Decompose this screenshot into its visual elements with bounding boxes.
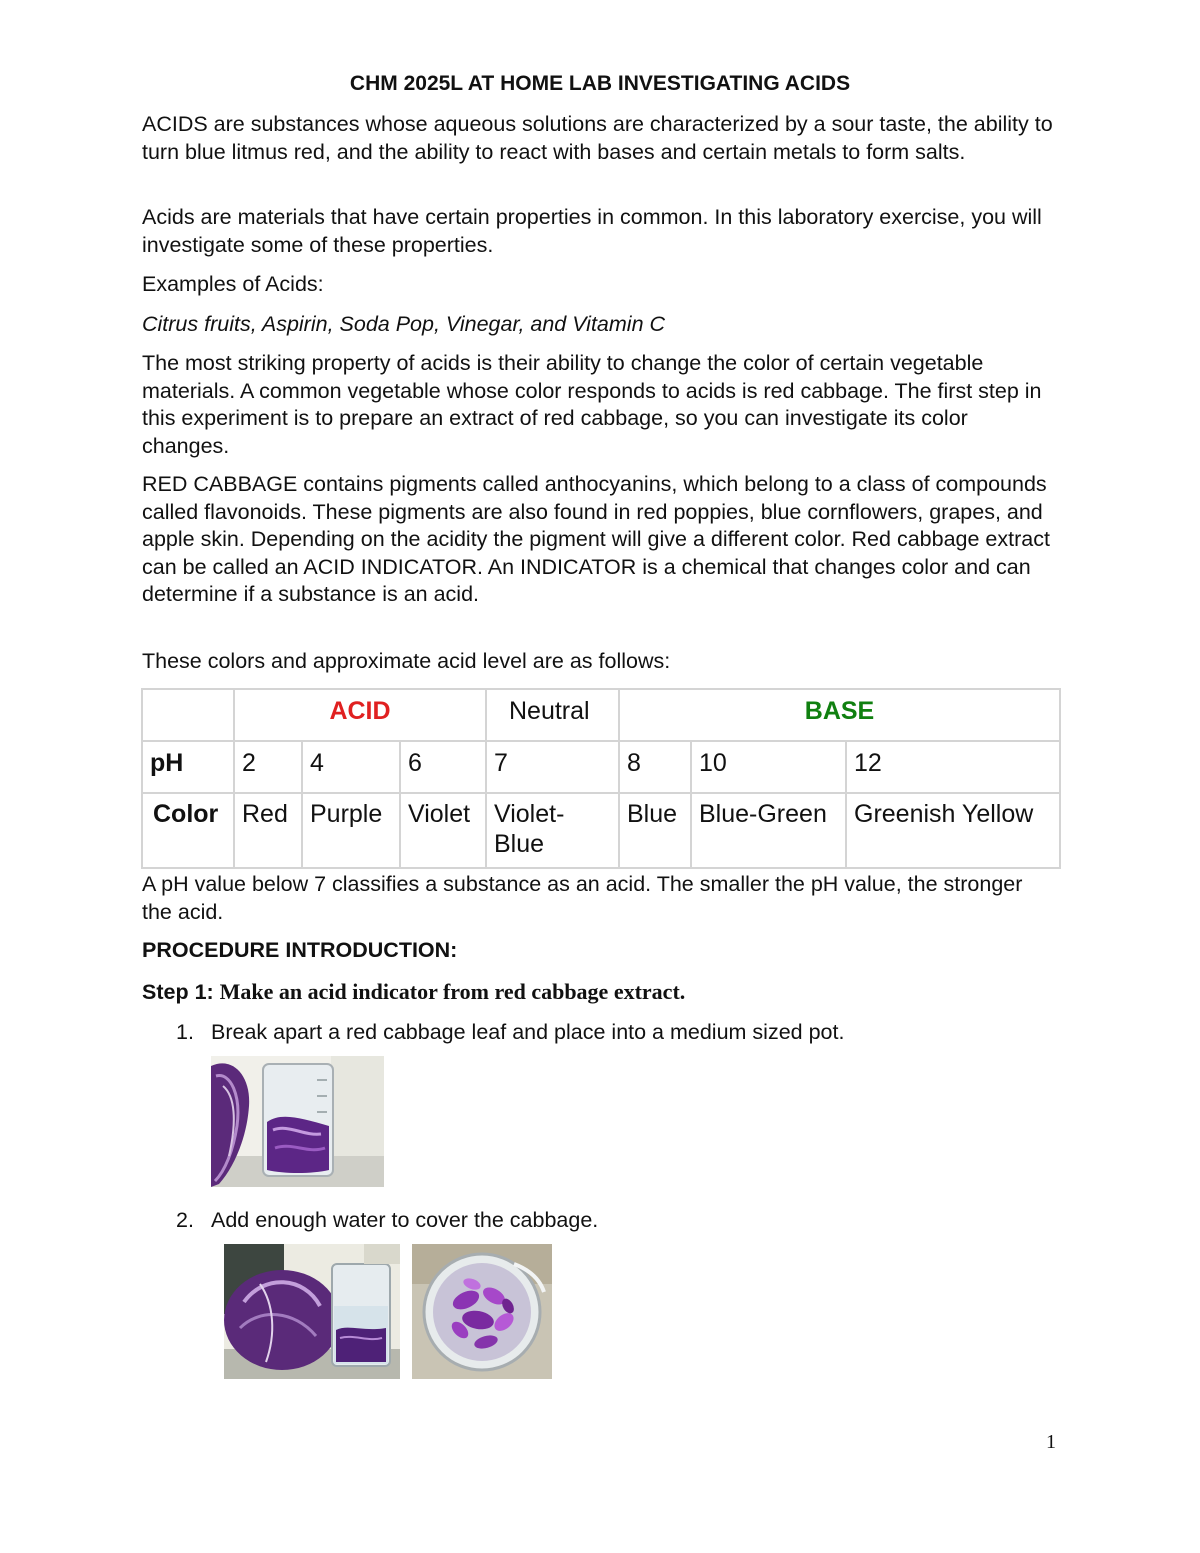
neutral-header: Neutral <box>486 689 619 741</box>
paragraph-table-intro: These colors and approximate acid level are as follows: <box>142 649 671 673</box>
paragraph-acids-properties: Acids are materials that have certain properties in common. In this laboratory exercise, you will investigate some of these properties. <box>142 205 1042 257</box>
ph-value-cell: 6 <box>400 741 486 793</box>
document-title: CHM 2025L AT HOME LAB INVESTIGATING ACIDS <box>349 72 851 95</box>
color-value-cell: Red <box>234 793 302 868</box>
beaker-top-view-illustration <box>412 1244 552 1379</box>
list-item <box>176 1018 844 1046</box>
list-item-text: Add enough water to cover the cabbage. <box>211 1208 599 1232</box>
paragraph-acids-definition: ACIDS are substances whose aqueous solutions are characterized by a sour taste, the ability to turn blue litmus red, and the ability to react with bases and certain metals to form salts. <box>142 112 1053 164</box>
ph-value-cell: 7 <box>486 741 619 793</box>
color-value-cell: Violet-Blue <box>486 793 619 868</box>
color-value-cell: Purple <box>302 793 400 868</box>
paragraph-striking-property: The most striking property of acids is their ability to change the color of certain vegetable materials. A common vegetable whose color responds to acids is red cabbage. The first step in this experiment is to prepare an extract of red cabbage, so you can investigate its color changes. <box>142 351 1042 458</box>
cabbage-beaker-illustration <box>211 1056 384 1187</box>
procedure-heading: PROCEDURE INTRODUCTION: <box>142 938 458 962</box>
color-value-cell: Greenish Yellow <box>846 793 1060 868</box>
ph-value-cell: 8 <box>619 741 691 793</box>
color-value-cell: Violet <box>400 793 486 868</box>
table-ph-row <box>142 741 1060 793</box>
cabbage-water-illustration <box>224 1244 400 1379</box>
ph-color-table <box>141 688 1061 869</box>
cabbage-beaker-photo <box>211 1056 384 1187</box>
table-header-row <box>142 689 1060 741</box>
base-header: BASE <box>619 689 1060 741</box>
table-color-row <box>142 793 1060 868</box>
list-item-number: 1. <box>176 1020 194 1044</box>
cabbage-water-beaker-photo <box>224 1244 400 1379</box>
ph-label: pH <box>142 741 234 793</box>
table-corner-cell <box>142 689 234 741</box>
color-value-cell: Blue-Green <box>691 793 846 868</box>
paragraph-ph-explanation: A pH value below 7 classifies a substance as an acid. The smaller the pH value, the stronger the acid. <box>142 872 1023 924</box>
step-1-label: Step 1: <box>142 980 214 1004</box>
page-number: 1 <box>1046 1431 1056 1453</box>
beaker-top-view-photo <box>412 1244 552 1379</box>
list-item-number: 2. <box>176 1208 194 1232</box>
ph-value-cell: 12 <box>846 741 1060 793</box>
ph-value-cell: 4 <box>302 741 400 793</box>
acid-header: ACID <box>234 689 486 741</box>
paragraph-examples-label: Examples of Acids: <box>142 272 324 296</box>
paragraph-red-cabbage: RED CABBAGE contains pigments called anthocyanins, which belong to a class of compounds called flavonoids. These pigments are also found in red poppies, blue cornflowers, grapes, and apple skin. Depending on the acidity the pigment will give a different color. Red cabbage extract can be called an ACID INDICATOR. An INDICATOR is a chemical that changes color and can determine if a substance is an acid. <box>142 472 1050 606</box>
paragraph-examples-list: Citrus fruits, Aspirin, Soda Pop, Vinegar, and Vitamin C <box>142 312 666 336</box>
step-1-heading <box>142 978 1057 1007</box>
ph-value-cell: 10 <box>691 741 846 793</box>
ph-value-cell: 2 <box>234 741 302 793</box>
list-item-text: Break apart a red cabbage leaf and place into a medium sized pot. <box>211 1020 845 1044</box>
color-label: Color <box>142 793 234 868</box>
color-value-cell: Blue <box>619 793 691 868</box>
step-1-text: Make an acid indicator from red cabbage extract. <box>219 979 686 1004</box>
list-item <box>176 1206 598 1234</box>
